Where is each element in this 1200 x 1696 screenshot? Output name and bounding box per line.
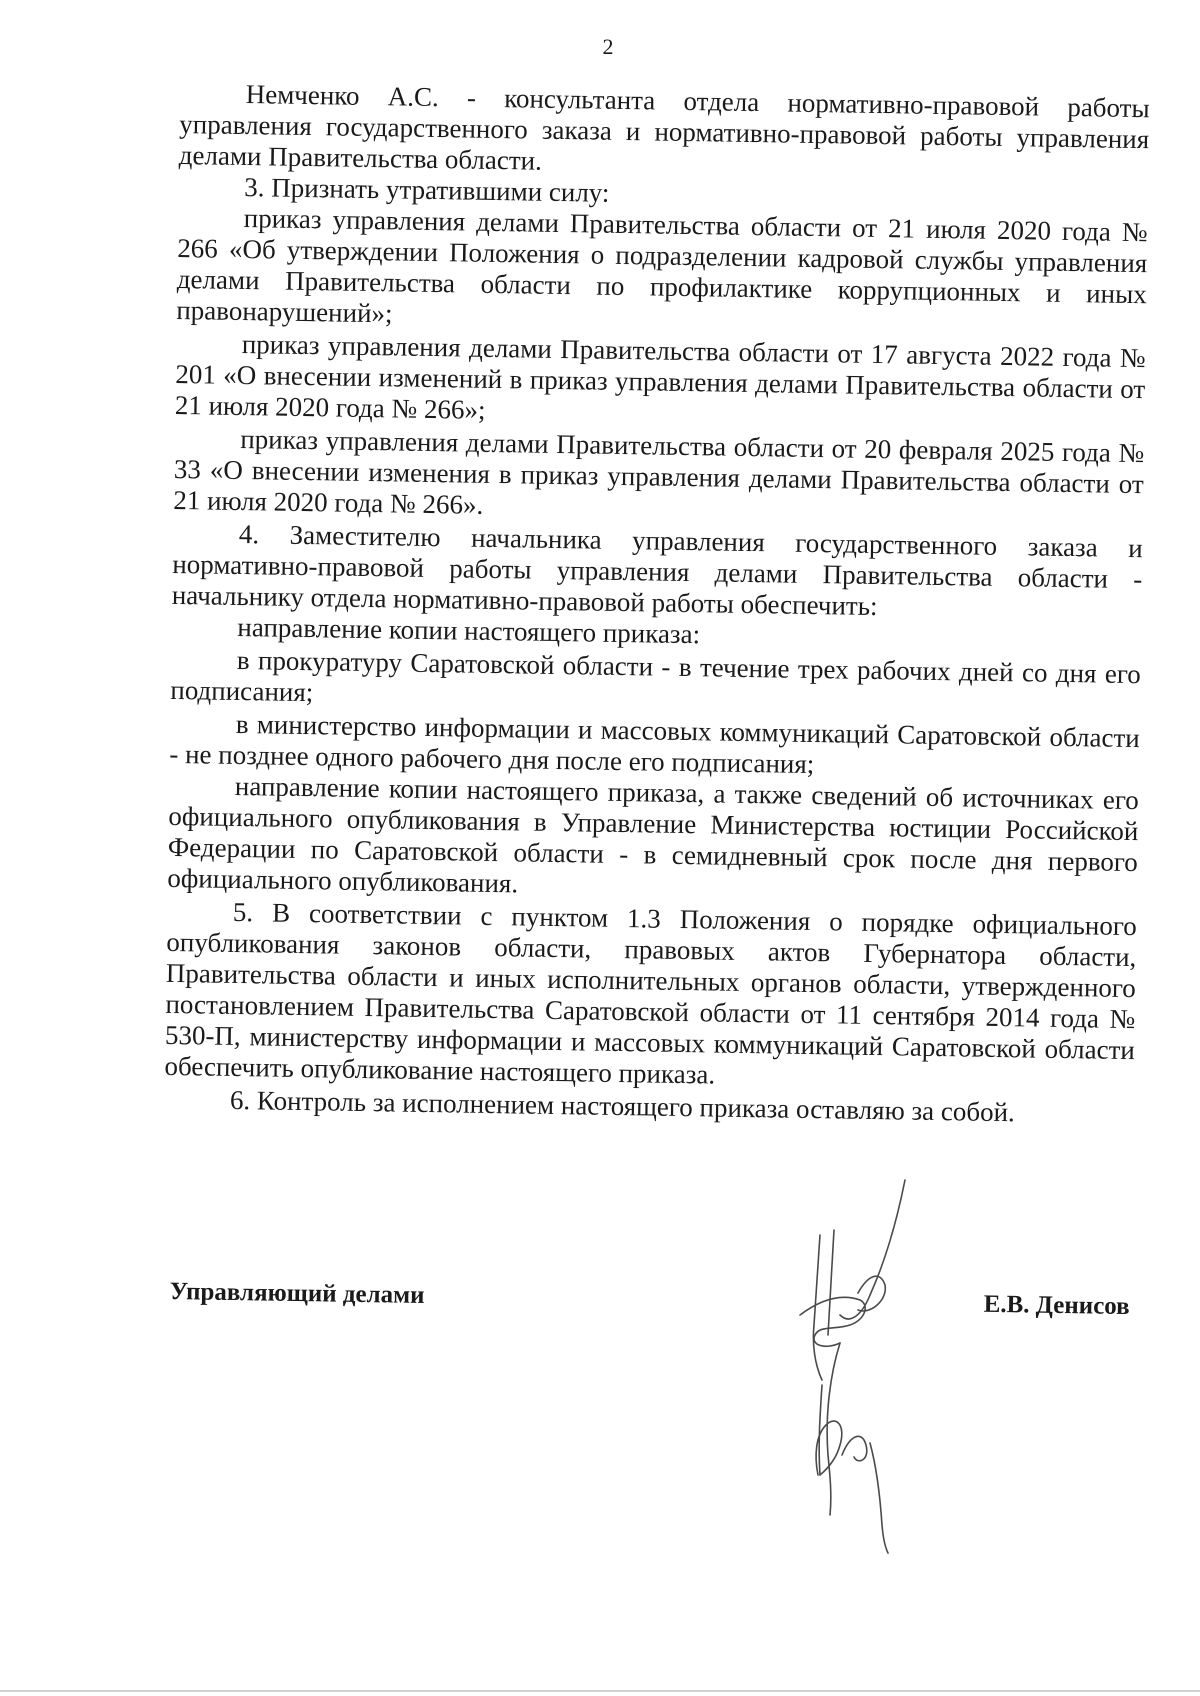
paragraph: приказ управления делами Правительства области от 21 июля 2020 года № 266 «Об утверждении Положения о подразделении кадровой службы управления делами Правительства области по профилактике коррупционных и иных правонарушений»;	[176, 203, 1148, 329]
signer-name: Е.В. Денисов	[983, 1290, 1130, 1321]
paragraph: 5. В соответствии с пунктом 1.3 Положения о порядке официального опубликования законов области, правовых актов Губернатора области, Правительства области и иных исполнительных органов области, утвержденного постановлением Правительства Саратовской области от 11 сентября 2014 года № 530-П, министерству информации и массовых коммуникаций Саратовской области обеспечить опубликование настоящего приказа.	[164, 896, 1138, 1090]
paragraph: направление копии настоящего приказа:	[237, 611, 701, 650]
paragraph: направление копии настоящего приказа, а также сведений об источниках его официального опубликования в Управление Министерства юстиции Российской Федерации по Саратовской области - в семидневный срок после дня первого официального опубликования.	[167, 770, 1140, 899]
paragraph: в прокуратуру Саратовской области - в течение трех рабочих дней со дня его подписания;	[170, 644, 1141, 708]
paragraph: приказ управления делами Правительства области от 17 августа 2022 года № 201 «О внесении изменений в приказ управления делами Правительства области от 21 июля 2020 года № 266»;	[174, 329, 1146, 425]
signer-position: Управляющий делами	[169, 1278, 425, 1309]
paragraph: 6. Контроль за исполнением настоящего приказа оставляю за собой.	[229, 1084, 1016, 1128]
paragraph: приказ управления делами Правительства области от 20 февраля 2025 года № 33 «О внесении изменения в приказ управления делами Правительства области от 21 июля 2020 года № 266».	[173, 423, 1145, 520]
paragraph: 4. Заместителю начальника управления государственного заказа и нормативно-правовой работы управления делами Правительства области - начальнику отдела нормативно-правовой работы обеспечить:	[171, 518, 1143, 622]
paragraph: 3. Признать утратившими силу:	[244, 172, 610, 208]
paragraph: в министерство информации и массовых коммуникаций Саратовской области - не позднее одного рабочего дня после его подписания;	[169, 708, 1140, 780]
handwritten-signature	[770, 1175, 950, 1555]
paragraph: Немченко А.С. - консультанта отдела нормативно-правовой работы управления государственного заказа и нормативно-правовой работы управления делами Правительства области.	[178, 79, 1150, 176]
scan-edge-line	[0, 1690, 1200, 1692]
document-body	[164, 78, 1150, 1130]
page-number: 2	[602, 34, 614, 59]
signature-block	[169, 1278, 1130, 1353]
